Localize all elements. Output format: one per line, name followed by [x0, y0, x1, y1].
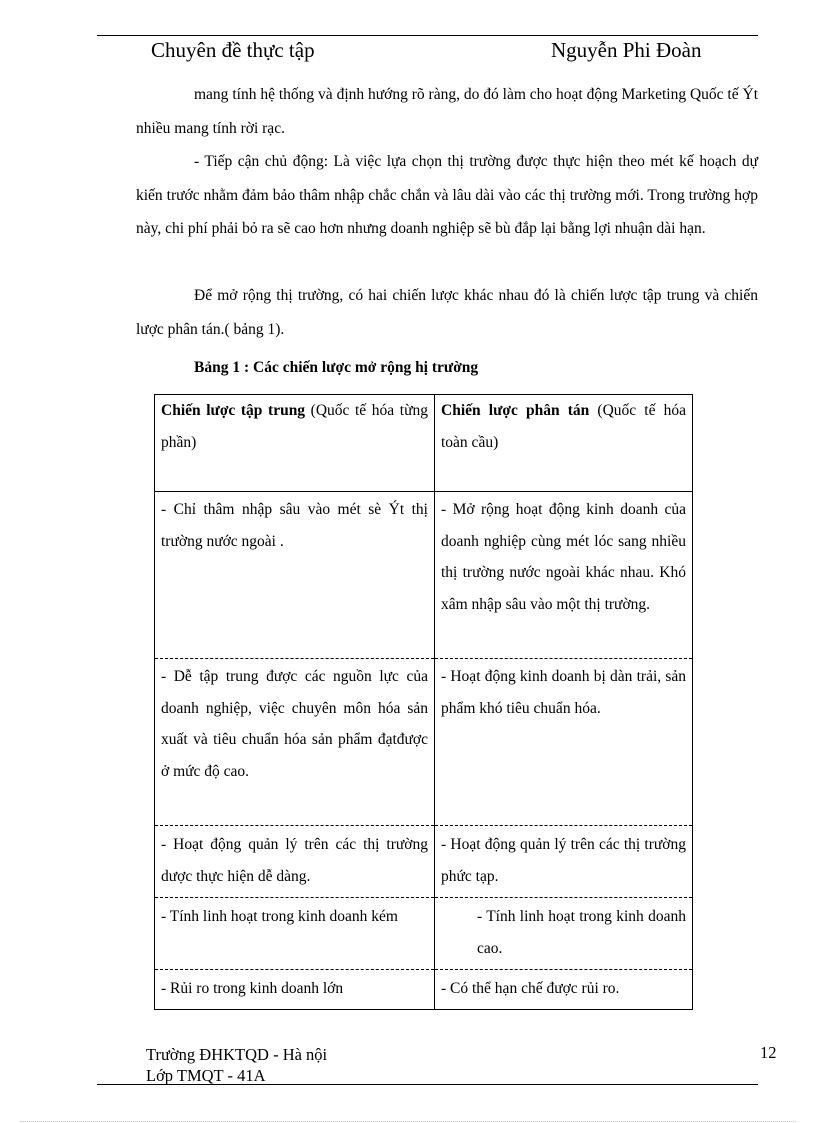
table-row [155, 659, 693, 826]
table-caption: Bảng 1 : Các chiến lược mở rộng hị trường [194, 359, 479, 376]
table-cell: - Dễ tập trung được các nguồn lực của doanh nghiệp, việc chuyên môn hóa sản xuất và tiêu chuẩn hóa sản phẩm đạtđược ở mức độ cao. [155, 659, 435, 826]
header-author: Nguyễn Phi Đoàn [551, 38, 702, 62]
strategy-table [154, 394, 693, 1010]
table-header-row [155, 395, 693, 492]
table-cell: - Hoạt động quản lý trên các thị trường phức tạp. [435, 826, 693, 898]
table-row [155, 970, 693, 1010]
page-number: 12 [760, 1043, 777, 1062]
table-cell: - Mở rộng hoạt động kinh doanh của doanh nghiệp cùng mét lóc sang nhiều thị trường nước ngoài khác nhau. Khó xâm nhập sâu vào một thị trường. [435, 492, 693, 659]
paragraph-1: mang tính hệ thống và định hướng rõ ràng, do đó làm cho hoạt động Marketing Quốc tế Ýt nhiều mang tính rời rạc. [136, 86, 758, 137]
header-cell-dispersed: Chiến lược phân tán (Quốc tế hóa toàn cầu) [435, 395, 693, 492]
table-cell: - Hoạt động quản lý trên các thị trường dược thực hiện dễ dàng. [155, 826, 435, 898]
header-rule [97, 35, 758, 36]
table-cell: - Có thể hạn chế được rủi ro. [435, 970, 693, 1010]
table-row [155, 826, 693, 898]
footer-rule [97, 1084, 758, 1085]
header-title: Chuyên đề thực tập [151, 38, 315, 62]
footer-school: Trường ĐHKTQD - Hà nội [146, 1045, 328, 1064]
paragraph-2: - Tiếp cận chủ động: Là việc lựa chọn thị trường được thực hiện theo mét kế hoạch dự kiến trước nhằm đảm bảo thâm nhập chắc chắn và lâu dài vào các thị trường mới. Trong trường hợp này, chi phí phải bỏ ra sẽ cao hơn nhưng doanh nghiệp sẽ bù đắp lại bằng lợi nhuận dài hạn. [136, 153, 758, 237]
table-cell: - Rủi ro trong kinh doanh lớn [155, 970, 435, 1010]
page-edge [20, 1121, 796, 1122]
paragraph-3: Để mở rộng thị trường, có hai chiến lược khác nhau đó là chiến lược tập trung và chiến lược phân tán.( bảng 1). [136, 287, 758, 338]
header-cell-concentrated: Chiến lược tập trung (Quốc tế hóa từng phần) [155, 395, 435, 492]
table-cell: - Hoạt động kinh doanh bị dàn trải, sản phẩm khó tiêu chuẩn hóa. [435, 659, 693, 826]
table-cell: - Tính linh hoạt trong kinh doanh kém [155, 898, 435, 970]
table-cell: - Chỉ thâm nhập sâu vào mét sè Ýt thị trường nước ngoài . [155, 492, 435, 659]
table-row [155, 898, 693, 970]
footer-class: Lớp TMQT - 41A [146, 1066, 266, 1085]
table-cell: - Tính linh hoạt trong kinh doanh cao. [435, 898, 693, 970]
table-row [155, 492, 693, 659]
